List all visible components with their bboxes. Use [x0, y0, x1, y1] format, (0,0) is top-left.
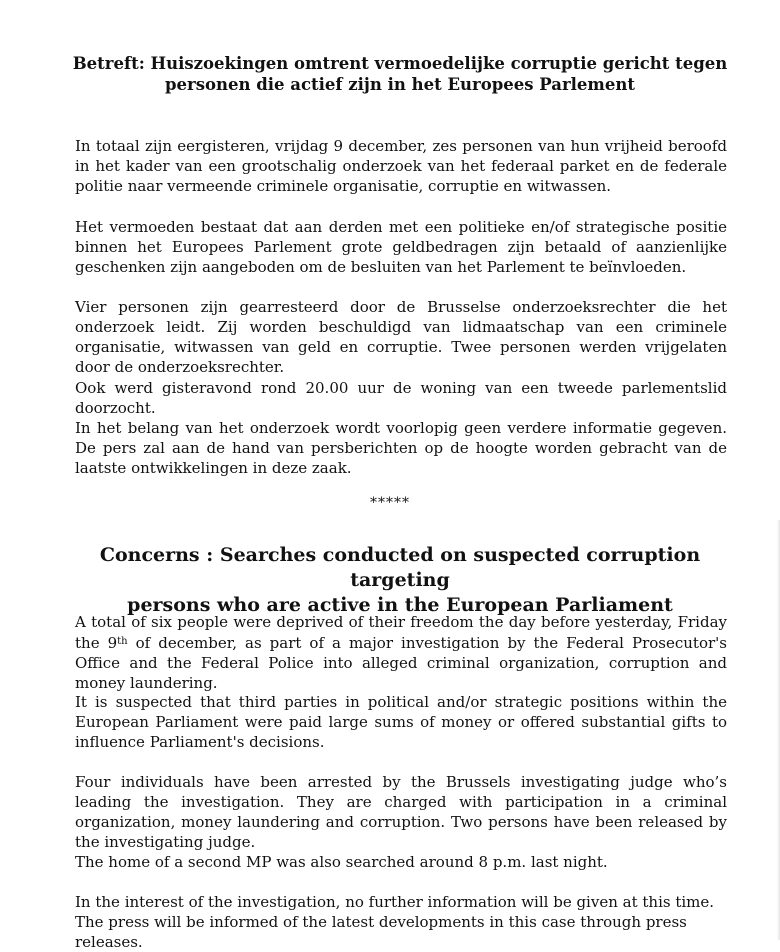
- dutch-paragraph-5: In het belang van het onderzoek wordt voorlopig geen verdere informatie gegeven. De pers zal aan de hand van persberichten op de hoogte worden gebracht van de laatste ontwikkelingen in deze zaak.: [75, 419, 727, 477]
- dutch-paragraph-2: Het vermoeden bestaat dat aan derden met een politieke en/of strategische positie binnen het Europees Parlement grote geldbedragen zijn betaald of aanzienlijke geschenken zijn aangeboden om de besluiten van het Parlement te beïnvloeden.: [75, 218, 727, 276]
- english-paragraph-4: The home of a second MP was also searched around 8 p.m. last night.: [75, 853, 608, 871]
- english-paragraph-3: Four individuals have been arrested by the Brussels investigating judge who’s leading the investigation. They are charged with participation in a criminal organization, money laundering and corruption. Two persons have been released by the investigating judge.: [75, 773, 727, 851]
- ordinal-suffix: th: [117, 636, 128, 647]
- english-title-line-2: persons who are active in the European Parliament: [127, 594, 673, 616]
- english-paragraph-1-start: A total of six people were deprived of their freedom the day before yesterday, Friday the 9: [75, 613, 727, 652]
- dutch-paragraph-4: Ook werd gisteravond rond 20.00 uur de woning van een tweede parlementslid doorzocht.: [75, 379, 727, 417]
- dutch-paragraph-3: Vier personen zijn gearresteerd door de Brusselse onderzoeksrechter die het onderzoek leidt. Zij worden beschuldigd van lidmaatschap van een criminele organisatie, witwassen van geld en corruptie. Twee personen werden vrijgelaten door de onderzoeksrechter.: [75, 298, 727, 376]
- english-paragraph-2: It is suspected that third parties in political and/or strategic positions within the European Parliament were paid large sums of money or offered substantial gifts to influence Parliament's decisions.: [75, 693, 727, 751]
- dutch-title-line-1: Betreft: Huiszoekingen omtrent vermoedelijke corruptie gericht tegen: [72, 54, 728, 73]
- dutch-title-line-2: personen die actief zijn in het Europees Parlement: [164, 75, 636, 94]
- section-separator: *****: [370, 495, 410, 511]
- english-title: [60, 543, 740, 618]
- english-title-line-1: Concerns : Searches conducted on suspected corruption targeting: [99, 544, 701, 591]
- english-paragraph-1-end: of december, as part of a major investigation by the Federal Prosecutor's Office and the Federal Police into alleged criminal organization, corruption and money laundering.: [75, 634, 727, 692]
- dutch-paragraph-1: In totaal zijn eergisteren, vrijdag 9 december, zes personen van hun vrijheid beroofd in het kader van een grootschalig onderzoek van het federaal parket en de federale politie naar vermeende criminele organisatie, corruptie en witwassen.: [75, 137, 727, 195]
- english-final-line-2: The press will be informed of the latest developments in this case through press releases.: [75, 913, 687, 951]
- english-final-line-1: In the interest of the investigation, no further information will be given at this time.: [75, 893, 715, 911]
- english-paragraph-5: [75, 892, 727, 952]
- dutch-title: [60, 53, 740, 95]
- english-paragraph-1: [75, 612, 727, 693]
